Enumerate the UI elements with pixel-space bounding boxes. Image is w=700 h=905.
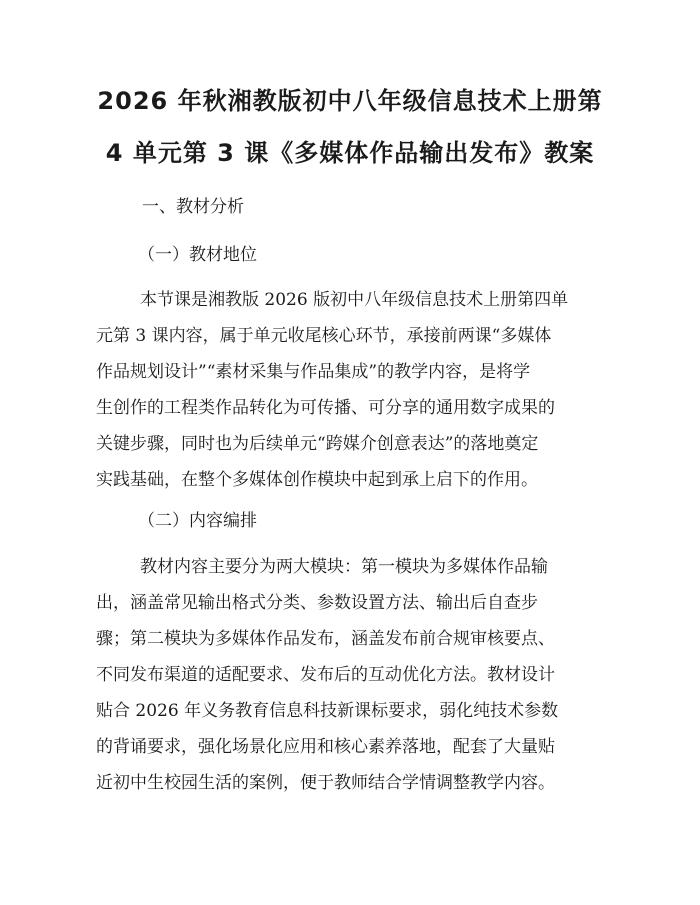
paragraph-line: 元第 3 课内容，属于单元收尾核心环节，承接前两课“多媒体	[96, 326, 552, 346]
paragraph-line: 实践基础，在整个多媒体创作模块中起到承上启下的作用。	[96, 470, 538, 490]
paragraph-line: 教材内容主要分为两大模块：第一模块为多媒体作品输	[140, 557, 548, 577]
paragraph-line: 本节课是湘教版 2026 版初中八年级信息技术上册第四单	[140, 290, 569, 310]
paragraph-line: 贴合 2026 年义务教育信息科技新课标要求，弱化纯技术参数	[96, 701, 559, 721]
paragraph-line: 的背诵要求，强化场景化应用和核心素养落地，配套了大量贴	[96, 737, 555, 757]
subsection-heading-content-arrangement: （二）内容编排	[138, 511, 257, 531]
document-title-line-2: 4 单元第 3 课《多媒体作品输出发布》教案	[105, 139, 595, 167]
paragraph-line: 生创作的工程类作品转化为可传播、可分享的通用数字成果的	[96, 398, 555, 418]
paragraph-line: 骤；第二模块为多媒体作品发布，涵盖发布前合规审核要点、	[96, 629, 555, 649]
paragraph-line: 不同发布渠道的适配要求、发布后的互动优化方法。教材设计	[96, 665, 555, 685]
paragraph-line: 出，涵盖常见输出格式分类、参数设置方法、输出后自查步	[96, 593, 538, 613]
document-title-line-1: 2026 年秋湘教版初中八年级信息技术上册第	[97, 87, 603, 115]
section-heading-teaching-material-analysis: 一、教材分析	[142, 197, 244, 217]
paragraph-line: 作品规划设计”“素材采集与作品集成”的教学内容，是将学	[96, 362, 531, 382]
paragraph-line: 近初中生校园生活的案例，便于教师结合学情调整教学内容。	[96, 773, 555, 793]
paragraph-line: 关键步骤，同时也为后续单元“跨媒介创意表达”的落地奠定	[96, 434, 539, 454]
subsection-heading-material-status: （一）教材地位	[138, 245, 257, 265]
